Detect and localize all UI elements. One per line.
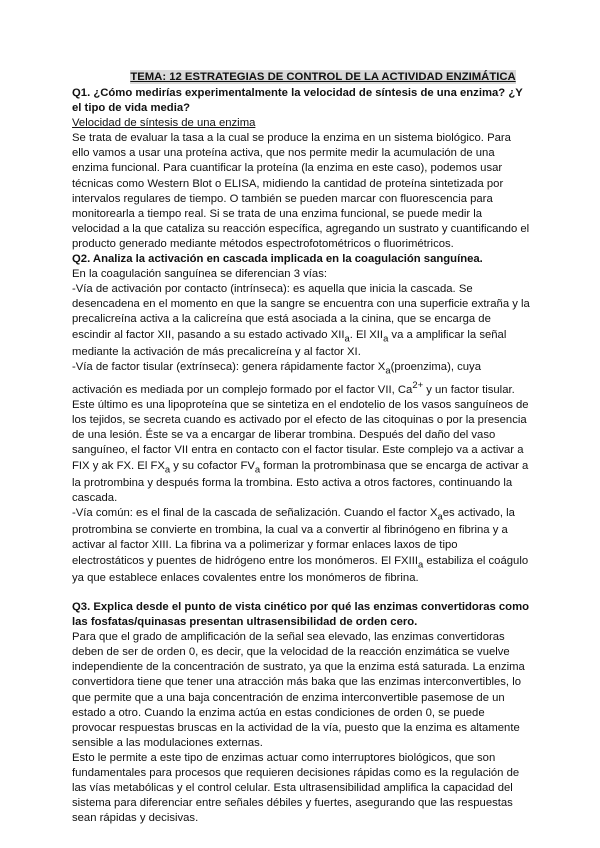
text-run: forman la protrombinasa que se encarga de activar a la protrombina y después forma la trombina. Esto activa a otros factores, continuando la cascada.	[72, 459, 529, 504]
extrinsic-pathway-paragraph	[72, 360, 530, 506]
document-page	[72, 70, 530, 826]
text-run: va a amplificar la señal mediante la activación de más precalicreína y al factor XI.	[72, 328, 507, 358]
question-1-heading: Q1. ¿Cómo medirías experimentalmente la velocidad de síntesis de una enzima? ¿Y el tipo de vida media?	[72, 87, 523, 115]
subscript: a	[164, 462, 171, 474]
text-run: -Vía común: es el final de la cascada de señalización. Cuando el factor X	[72, 507, 438, 520]
text-run: (proenzima), cuya activación es mediada por un complejo formado por el factor VII, Ca	[72, 360, 481, 397]
question-3-paragraph-2: Esto le permite a este tipo de enzimas actuar como interruptores biológicos, que son fundamentales para procesos que requieren decisiones rápidas como es la regulación de las vías metabólicas y el control celular. Esta ultrasensibilidad amplifica la capacidad del sistema para diferenciar entre señales débiles y fuertes, asegurando que las respuestas sean rápidas y decisivas.	[72, 751, 520, 825]
intrinsic-pathway-paragraph	[72, 282, 530, 360]
question-2-heading: Q2. Analiza la activación en cascada implicada en la coagulación sanguínea.	[72, 253, 483, 266]
question-3-heading: Q3. Explica desde el punto de vista cinético por qué las enzimas convertidoras como las fosfatas/quinasas presentan ultrasensibilidad de orden cero.	[72, 601, 530, 629]
subscript: a	[385, 364, 391, 376]
subscript: a	[437, 510, 443, 522]
question-2-intro: En la coagulación sanguínea se diferencian 3 vías:	[72, 268, 327, 281]
text-run: . El XII	[349, 328, 384, 341]
section-spacer	[72, 586, 530, 600]
subscript: a	[418, 557, 424, 569]
superscript: 2+	[412, 379, 424, 391]
text-run: estabiliza el coágulo ya que establece enlaces covalentes entre los monómeros de fibrina.	[72, 554, 529, 584]
text-run: -Vía de factor tisular (extrínseca): genera rápidamente factor X	[72, 360, 386, 373]
common-pathway-paragraph	[72, 506, 530, 586]
question-1-subheading: Velocidad de síntesis de una enzima	[72, 117, 256, 130]
question-3-paragraph-1: Para que el grado de amplificación de la señal sea elevado, las enzimas convertidoras deben de ser de orden 0, es decir, que la velocidad de la reacción enzimática se vuelve independiente de la concentración de sustrato, ya que la enzima está saturada. La enzima convertidora tiene que tener una atracción más baka que las enzimas interconvertibles, lo que permite que a una baja concentración de enzima interconvertible pasemose de un estado a otro. Cuando la enzima actúa en estas condiciones de orden 0, se puede provocar respuestas bruscas en la actividad de la vía, puesto que la enzima es altamente sensible a las modulaciones externas.	[72, 631, 525, 749]
text-run: -Vía de activación por contacto (intrínseca): es aquella que inicia la cascada. Se desencadena en el momento en que la sangre se encuentra con una superficie extraña y la precalicreína activa a la calicreína que está asociada a la cinina, que se encarga de escindir al factor XII, pasando a su estado activado XII	[72, 283, 530, 341]
question-1-body: Se trata de evaluar la tasa a la cual se produce la enzima en un sistema biológico. Para ello vamos a usar una proteína activa, que nos permite medir la acumulación de una enzima funcional. Para cuantificar la proteína (la enzima en este caso), podemos usar técnicas como Western Blot o ELISA, midiendo la cantidad de proteína sintetizada por intervalos regulares de tiempo. O también se pueden marcar con fluorescencia para monitorearla a tiempo real. Si se trata de una enzima funcional, se puede medir la velocidad a la que cataliza su reacción específica, agregando un sustrato y cuantificando el producto generado mediante métodos espectrofotométricos o fluorimétricos.	[72, 132, 530, 250]
text-run: y un factor tisular. Este último es una lipoproteína que se sintetiza en el endotelio de los vasos sanguíneos de los tejidos, se secreta cuando es activado por el efecto de las citoquinas o por la presencia de una lesión. Éste se va a encargar de liberar trombina. Después del daño del vaso sanguíneo, el factor VII entra en contacto con el factor tisular. Este complejo va a activar a FIX y ak FX. El FX	[72, 384, 529, 472]
subscript: a	[254, 462, 261, 474]
text-run: es activado, la protrombina se convierte en trombina, la cual va a convertir al fibrinógeno en fibrina y a activar al factor XIII. La fibrina va a polimerizar y formar enlaces laxos de tipo electrostáticos y puentes de hidrógeno entre los monómeros. El FXIII	[72, 507, 515, 567]
subscript: a	[344, 331, 350, 343]
text-run: y su cofactor FV	[170, 459, 255, 472]
subscript: a	[383, 331, 389, 343]
document-title: TEMA: 12 ESTRATEGIAS DE CONTROL DE LA ACTIVIDAD ENZIMÁTICA	[130, 71, 516, 83]
